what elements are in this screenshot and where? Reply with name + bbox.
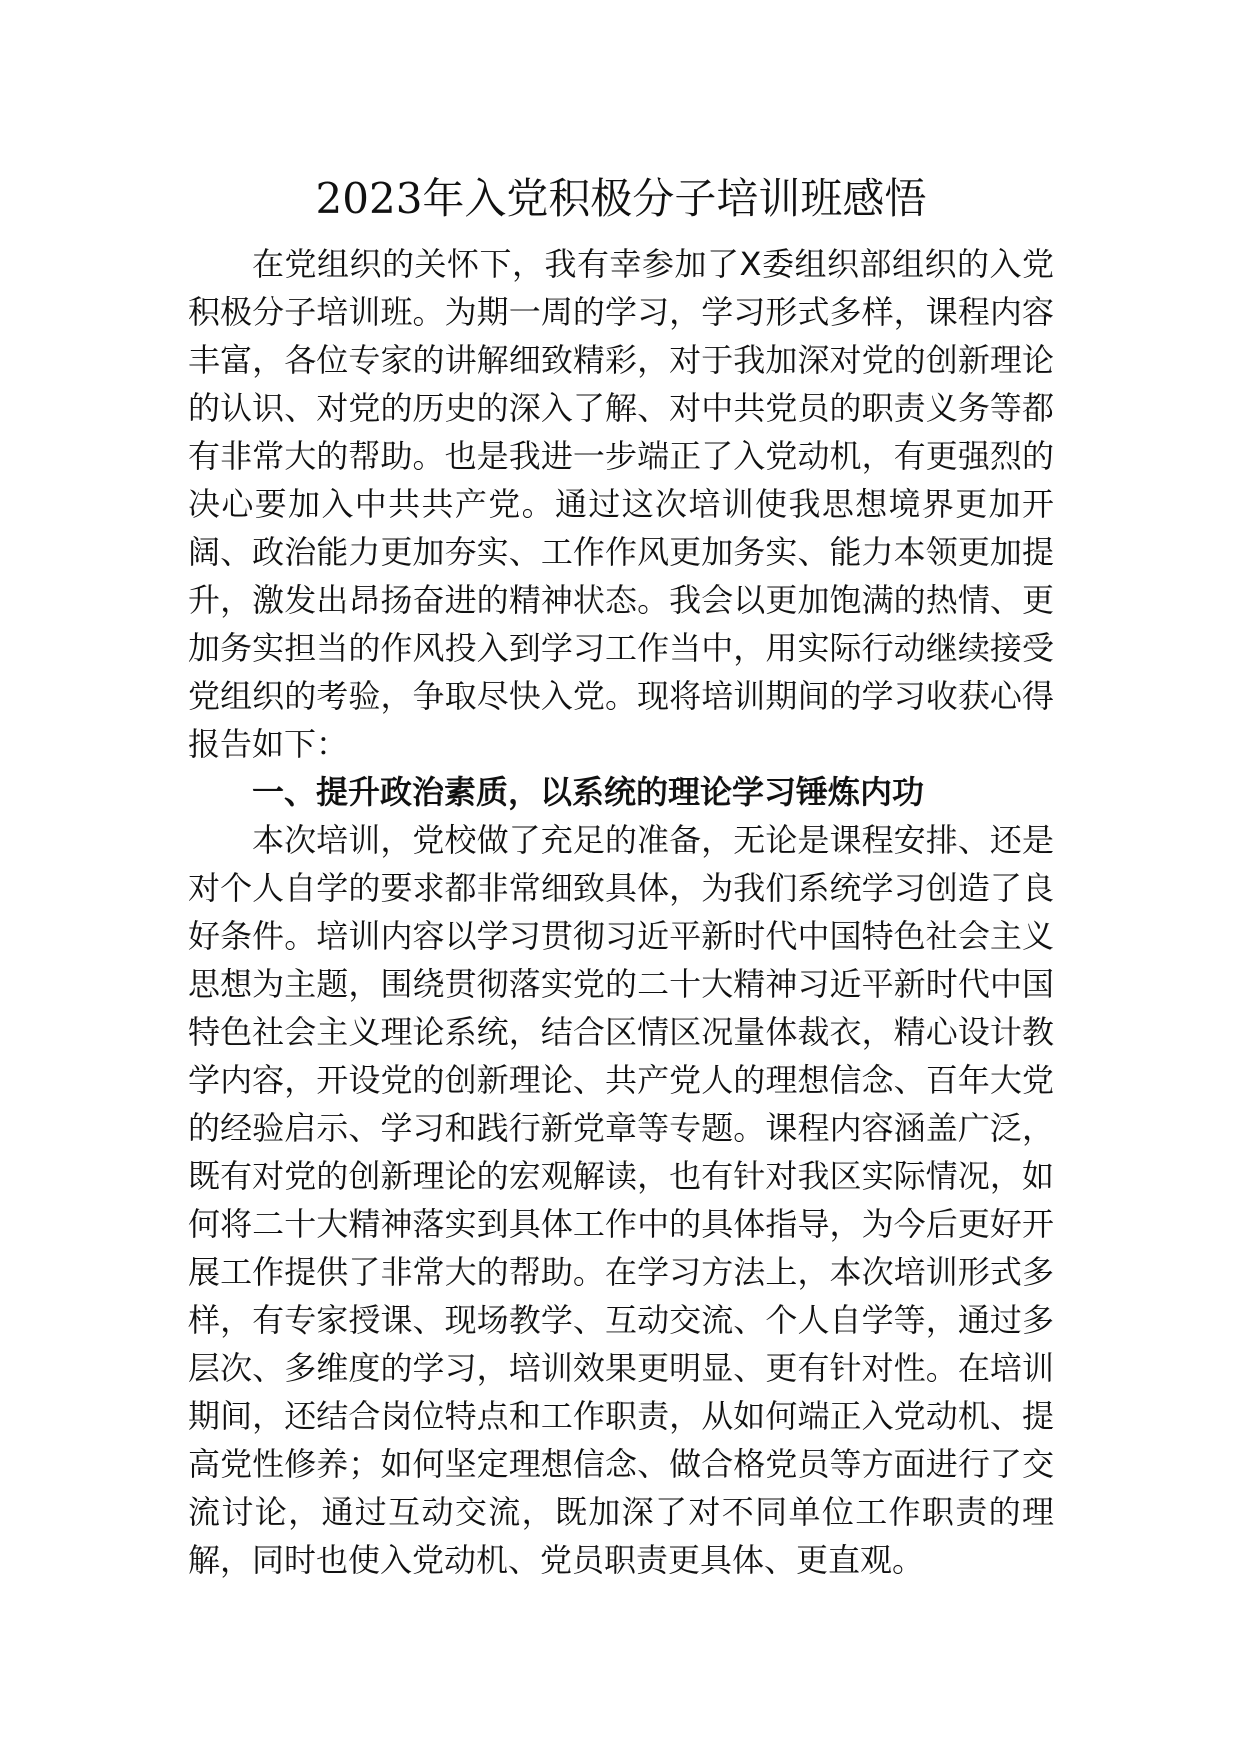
paragraph-intro: 在党组织的关怀下，我有幸参加了X委组织部组织的入党积极分子培训班。为期一周的学习，学习形式多样，课程内容丰富，各位专家的讲解细致精彩，对于我加深对党的创新理论的认识、对党的历史的深入了解、对中共党员的职责义务等都有非常大的帮助。也是我进一步端正了入党动机，有更强烈的决心要加入中共共产党。通过这次培训使我思想境界更加开阔、政治能力更加夯实、工作作风更加务实、能力本领更加提升，激发出昂扬奋进的精神状态。我会以更加饱满的热情、更加务实担当的作风投入到学习工作当中，用实际行动继续接受党组织的考验，争取尽快入党。现将培训期间的学习收获心得报告如下： [188, 245, 1054, 763]
document-body [188, 168, 1054, 1584]
paragraph-section-1: 本次培训，党校做了充足的准备，无论是课程安排、还是对个人自学的要求都非常细致具体，为我们系统学习创造了良好条件。培训内容以学习贯彻习近平新时代中国特色社会主义思想为主题，围绕贯彻落实党的二十大精神习近平新时代中国特色社会主义理论系统，结合区情区况量体裁衣，精心设计教学内容，开设党的创新理论、共产党人的理想信念、百年大党的经验启示、学习和践行新党章等专题。课程内容涵盖广泛，既有对党的创新理论的宏观解读，也有针对我区实际情况，如何将二十大精神落实到具体工作中的具体指导，为今后更好开展工作提供了非常大的帮助。在学习方法上，本次培训形式多样，有专家授课、现场教学、互动交流、个人自学等，通过多层次、多维度的学习，培训效果更明显、更有针对性。在培训期间，还结合岗位特点和工作职责，从如何端正入党动机、提高党性修养；如何坚定理想信念、做合格党员等方面进行了交流讨论，通过互动交流，既加深了对不同单位工作职责的理解，同时也使入党动机、党员职责更具体、更直观。 [188, 821, 1054, 1579]
section-heading: 一、提升政治素质，以系统的理论学习锤炼内功 [252, 773, 925, 811]
document-title: 2023年入党积极分子培训班感悟 [315, 174, 927, 223]
